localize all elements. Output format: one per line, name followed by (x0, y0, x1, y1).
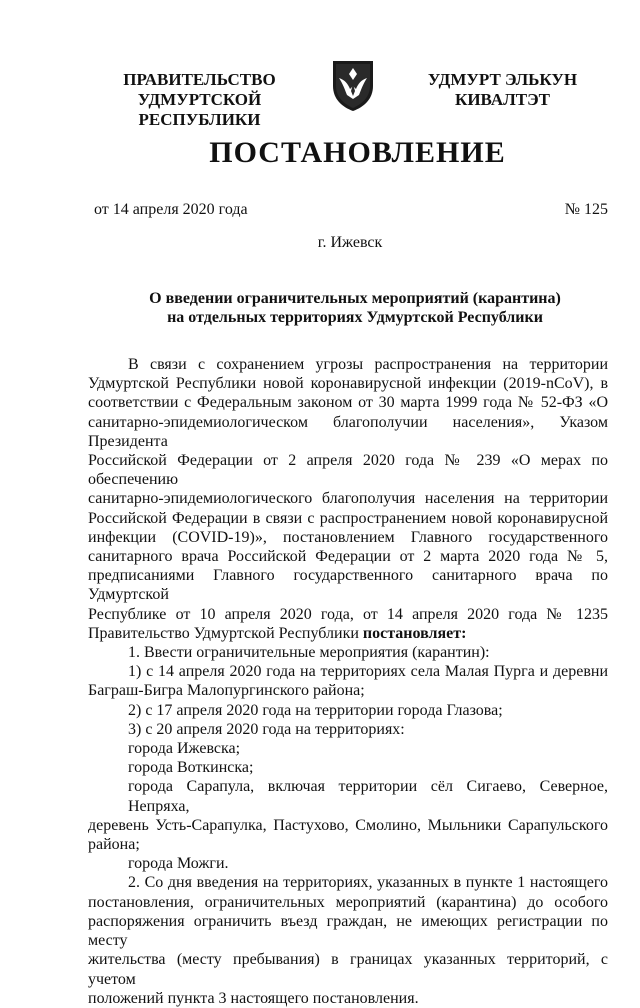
city-votkinsk: города Воткинска; (128, 759, 254, 777)
item-1-1-line: 1) с 14 апреля 2020 года на территориях села Малая Пурга и деревни (128, 663, 608, 681)
body-line: Удмуртской Республики новой коронавирусной инфекции (2019-nCoV), в (88, 375, 608, 393)
government-name-udmurt (405, 70, 600, 110)
city-sarapul-line: города Сарапула, включая территории сёл Сигаево, Северное, Непряха, (128, 778, 608, 815)
header-left-line1: ПРАВИТЕЛЬСТВО (123, 70, 276, 89)
body-line: санитарно-эпидемиологического благополучия населения на территории (88, 490, 608, 508)
item-1-3: 3) с 20 апреля 2020 года на территориях: (128, 720, 405, 738)
header-right-line2: КИВАЛТЭТ (455, 90, 550, 109)
date-number-row (94, 201, 608, 219)
item-2-line: жительства (месту пребывания) в границах указанных территорий, с учетом (88, 951, 608, 988)
subject-line1: О введении ограничительных мероприятий (карантина) (149, 290, 561, 307)
subject-line2: на отдельных территориях Удмуртской Республики (167, 309, 543, 326)
body-line: санитарного врача Российской Федерации от 2 марта 2020 года № 5, (88, 548, 608, 566)
udmurt-coat-of-arms-icon (329, 58, 377, 112)
body-line: предписаниями Главного государственного санитарного врача по Удмуртской (88, 567, 608, 604)
body-line: Республике от 10 апреля 2020 года, от 14 апреля 2020 года № 1235 (88, 605, 608, 623)
city-sarapul-line: района; (88, 836, 140, 854)
body-line: инфекции (COVID-19)», постановлением Главного государственного (88, 528, 608, 546)
item-1-1-line: Баграш-Бигра Малопургинского района; (88, 682, 365, 700)
document-city: г. Ижевск (317, 234, 383, 251)
resolves-word: постановляет: (362, 624, 467, 642)
item-2-line: 2. Со дня введения на территориях, указанных в пункте 1 настоящего (128, 874, 608, 892)
header-right-line1: УДМУРТ ЭЛЬКУН (427, 70, 578, 89)
body-line: Российской Федерации от 2 апреля 2020 года № 239 «О мерах по обеспечению (88, 452, 608, 489)
body-line-resolves (88, 624, 608, 643)
document-body (88, 355, 608, 1008)
body-line: соответствии с Федеральным законом от 30 марта 1999 года № 52-ФЗ «О (88, 394, 608, 412)
header-left-line2: УДМУРТСКОЙ РЕСПУБЛИКИ (137, 90, 262, 129)
document-title: ПОСТАНОВЛЕНИЕ (209, 136, 506, 169)
city-sarapul-line: деревень Усть-Сарапулка, Пастухово, Смолино, Мыльники Сарапульского (88, 816, 608, 834)
body-text: Правительство Удмуртской Республики (88, 624, 359, 642)
document-number: № 125 (564, 201, 608, 218)
city-mozhga: города Можги. (128, 855, 229, 873)
document-date: от 14 апреля 2020 года (94, 201, 248, 218)
government-name-russian (82, 70, 317, 130)
item-1-2: 2) с 17 апреля 2020 года на территории города Глазова; (128, 701, 503, 719)
body-line: санитарно-эпидемиологическом благополучии населения», Указом Президента (88, 413, 608, 450)
item-2-line: положений пункта 3 настоящего постановления. (88, 989, 419, 1007)
item-2-line: постановления, ограничительных мероприятий (карантина) до особого (88, 893, 608, 911)
city-izhevsk: города Ижевска; (128, 740, 241, 758)
item-2-line: распоряжения ограничить въезд граждан, не имеющих регистрации по месту (88, 912, 608, 950)
document-subject (120, 289, 590, 327)
body-line: Российской Федерации в связи с распространением новой коронавирусной (88, 509, 608, 527)
body-line: В связи с сохранением угрозы распространения на территории (128, 356, 608, 373)
item-1: 1. Ввести ограничительные мероприятия (карантин): (128, 644, 490, 662)
